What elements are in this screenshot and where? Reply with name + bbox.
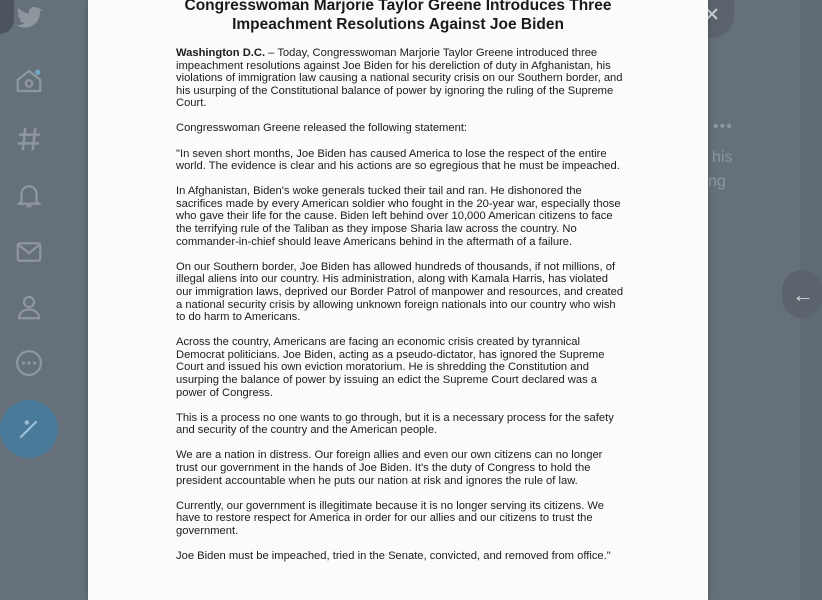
body-paragraph: In Afghanistan, Biden's woke generals tucked their tail and ran. He dishonored the sacrifices made by every American soldier who fought in the 20-year war, especially those who gave their life for the cause. Biden left behind over 10,000 American citizens to face the terrifying rule of the Taliban as they impose Sharia law across the country. No commander-in-chief should leave Americans behind in the aftermath of a failure. bbox=[176, 185, 621, 248]
home-icon[interactable] bbox=[14, 66, 44, 96]
body-paragraph: This is a process no one wants to go through, but it is a necessary process for the safety and security of the country and the American people. bbox=[176, 411, 614, 437]
body-paragraph: Across the country, Americans are facing an economic crisis created by tyrannical Democrat politicians. Joe Biden, acting as a pseudo-dictator, has ignored the Supreme Court and issued his own eviction moratorium. He is shredding the Constitution and usurping the balance of power by issuing an edict the Supreme Court declared was a power of Congress. bbox=[176, 336, 605, 399]
twitter-logo-icon[interactable] bbox=[14, 2, 44, 32]
body-paragraph: "In seven short months, Joe Biden has caused America to lose the respect of the entire world. The evidence is clear and his actions are so egregious that he must be impeached. bbox=[176, 147, 620, 173]
bell-icon[interactable] bbox=[14, 180, 44, 210]
document-title bbox=[88, 0, 708, 34]
lead-paragraph bbox=[176, 47, 624, 110]
hashtag-icon[interactable] bbox=[14, 124, 44, 154]
background-tweet-text: his bbox=[712, 149, 733, 166]
compose-tweet-button[interactable] bbox=[0, 400, 58, 458]
body-paragraph: Joe Biden must be impeached, tried in the Senate, convicted, and removed from office." bbox=[176, 549, 611, 562]
sidebar-nav bbox=[0, 0, 80, 600]
body-paragraph: On our Southern border, Joe Biden has allowed hundreds of thousands, if not millions, of illegal aliens into our country. His administration, along with Kamala Harris, has violated our immigration laws, deprived our Border Patrol of manpower and resources, and created a national security crisis by allowing unknown foreign nationals into our country who wish to do harm to Americans. bbox=[176, 260, 624, 324]
document-body bbox=[176, 47, 624, 575]
lead-text: – Today, Congresswoman Marjorie Taylor Greene introduced three impeachment resolutions against Joe Biden for his dereliction of duty in Afghanistan, his violations of immigration law causing a national security crisis on our Southern border, and his usurping of the Constitutional balance of power by ignoring the ruling of the Supreme Court. bbox=[176, 47, 623, 110]
press-release-document bbox=[88, 0, 708, 600]
compose-icon bbox=[16, 416, 42, 442]
body-paragraph: We are a nation in distress. Our foreign allies and even our own citizens can no longer trust our government in the hands of Joe Biden. It's the duty of Congress to hold the president accountable when he puts our nation at risk and ignores the rule of law. bbox=[176, 449, 603, 487]
body-paragraph: Currently, our government is illegitimate because it is no longer serving its citizens. We have to restore respect for America in order for our allies and our citizens to trust the government. bbox=[176, 499, 605, 537]
title-line: Impeachment Resolutions Against Joe Biden bbox=[232, 16, 564, 33]
more-icon[interactable] bbox=[14, 348, 44, 378]
arrow-icon: ← bbox=[792, 282, 814, 307]
background-tweet-text: ng bbox=[708, 173, 726, 190]
profile-icon[interactable] bbox=[14, 292, 44, 322]
title-line: Congresswoman Marjorie Taylor Greene Introduces Three bbox=[184, 0, 612, 14]
body-paragraph: Congresswoman Greene released the following statement: bbox=[176, 122, 468, 135]
next-image-button[interactable] bbox=[782, 270, 822, 318]
mail-icon[interactable] bbox=[14, 237, 44, 267]
dateline: Washington D.C. bbox=[176, 47, 266, 59]
tweet-more-icon[interactable]: ••• bbox=[713, 118, 733, 135]
